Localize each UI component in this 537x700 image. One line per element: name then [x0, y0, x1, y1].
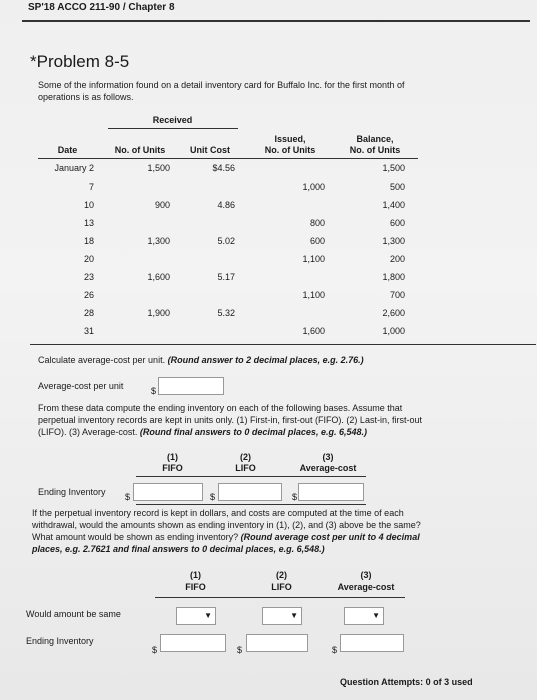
- avg-cost-label: Average-cost per unit: [38, 381, 124, 391]
- avg-cost-input[interactable]: [158, 377, 224, 395]
- lifo-same-select[interactable]: [262, 607, 302, 625]
- issued-header-2: No. of Units: [264, 145, 316, 155]
- avg-dollar-ending-input[interactable]: [340, 634, 404, 652]
- row-date: 20: [83, 254, 94, 264]
- lifo-header: LIFO: [235, 463, 256, 473]
- currency-symbol: $: [210, 492, 216, 502]
- q2-line-1: From these data compute the ending inventory on each of the following bases. Assume that: [38, 403, 403, 413]
- row-date: 10: [83, 200, 94, 210]
- q2-header-rule: [136, 476, 366, 477]
- row-cost: 5.32: [217, 308, 235, 318]
- row-balance: 500: [389, 182, 405, 192]
- row-cost: 5.17: [217, 272, 235, 282]
- units-header: No. of Units: [114, 145, 166, 155]
- problem-title: *Problem 8-5: [30, 52, 130, 71]
- avg-header: Average-cost: [337, 582, 395, 592]
- row-issued: 800: [309, 218, 325, 228]
- row-date: 28: [83, 308, 94, 318]
- row-balance: 700: [389, 290, 405, 300]
- row-units: 1,900: [147, 308, 170, 318]
- row-issued: 1,000: [302, 182, 325, 192]
- row-issued: 1,600: [302, 326, 325, 336]
- row-cost: 4.86: [217, 200, 235, 210]
- row-date: 13: [83, 218, 94, 228]
- intro-line-1: Some of the information found on a detail inventory card for Buffalo Inc. for the first month of: [38, 80, 405, 90]
- row-balance: 1,000: [382, 326, 405, 336]
- lifo-dollar-ending-input[interactable]: [246, 634, 308, 652]
- row-balance: 1,500: [382, 163, 405, 173]
- avg-ending-inventory-input[interactable]: [298, 483, 364, 501]
- row-date: 18: [83, 236, 94, 246]
- q3-header-rule: [155, 597, 405, 598]
- q3-line-2: withdrawal, would the amounts shown as ending inventory in (1), (2), and (3) above be the same?: [32, 520, 421, 530]
- q3-line-4: places, e.g. 2.7621 and final answers to 0 decimal places, e.g. 6,548.): [32, 544, 325, 554]
- intro-line-2: operations is as follows.: [38, 92, 134, 102]
- received-group-header: Received: [152, 115, 193, 125]
- fifo-header: FIFO: [162, 463, 183, 473]
- avg-num: (3): [322, 452, 334, 462]
- issued-header-1: Issued,: [274, 134, 306, 144]
- row-issued: 1,100: [302, 290, 325, 300]
- row-balance: 1,400: [382, 200, 405, 210]
- q2-line-2: perpetual inventory records are kept in units only. (1) First-in, first-out (FIFO). (2) Last-in, first-out: [38, 415, 422, 425]
- q3-line-3: What amount would be shown as ending inventory? (Round average cost per unit to 4 decimal: [32, 532, 420, 542]
- currency-symbol: $: [151, 386, 157, 396]
- balance-header-1: Balance,: [356, 134, 394, 144]
- chevron-down-icon: ▼: [372, 611, 380, 620]
- currency-symbol: $: [332, 645, 338, 655]
- row-units: 1,600: [147, 272, 170, 282]
- lifo-header: LIFO: [271, 582, 292, 592]
- fifo-header: FIFO: [185, 582, 206, 592]
- header-divider: [22, 20, 530, 22]
- fifo-num: (1): [190, 570, 201, 580]
- row-units: 1,500: [147, 163, 170, 173]
- lifo-num: (2): [276, 570, 287, 580]
- row-balance: 600: [389, 218, 405, 228]
- q3-line-1: If the perpetual inventory record is kept in dollars, and costs are computed at the time of each: [32, 508, 404, 518]
- row-date: 7: [88, 182, 94, 192]
- fifo-ending-inventory-input[interactable]: [133, 483, 203, 501]
- chevron-down-icon: ▼: [290, 611, 298, 620]
- currency-symbol: $: [237, 645, 243, 655]
- lifo-ending-inventory-input[interactable]: [218, 483, 282, 501]
- chevron-down-icon: ▼: [204, 611, 212, 620]
- row-units: 900: [154, 200, 170, 210]
- fifo-num: (1): [167, 452, 178, 462]
- would-same-label: Would amount be same: [26, 609, 121, 619]
- row-issued: 1,100: [302, 254, 325, 264]
- currency-symbol: $: [292, 492, 298, 502]
- ending-inventory-label: Ending Inventory: [38, 487, 106, 497]
- lifo-num: (2): [240, 452, 251, 462]
- fifo-dollar-ending-input[interactable]: [160, 634, 226, 652]
- received-underline: [108, 128, 238, 129]
- row-units: 1,300: [147, 236, 170, 246]
- row-balance: 1,800: [382, 272, 405, 282]
- row-date: 31: [83, 326, 94, 336]
- row-date: 26: [83, 290, 94, 300]
- avg-same-select[interactable]: [344, 607, 384, 625]
- ending-inventory-label-2: Ending Inventory: [26, 636, 94, 646]
- balance-header-2: No. of Units: [349, 145, 401, 155]
- row-balance: 2,600: [382, 308, 405, 318]
- currency-symbol: $: [152, 645, 158, 655]
- avg-header: Average-cost: [299, 463, 357, 473]
- row-date: January 2: [54, 163, 94, 173]
- question-attempts: Question Attempts: 0 of 3 used: [340, 677, 473, 687]
- currency-symbol: $: [125, 492, 131, 502]
- q2-row-rule: [136, 504, 366, 505]
- q1-prompt: Calculate average-cost per unit. (Round answer to 2 decimal places, e.g. 2.76.): [38, 355, 364, 365]
- unit-cost-header: Unit Cost: [190, 145, 230, 155]
- row-issued: 600: [309, 236, 325, 246]
- avg-num: (3): [360, 570, 372, 580]
- table-header-rule: [38, 158, 418, 159]
- row-balance: 200: [389, 254, 405, 264]
- q2-line-3: (LIFO). (3) Average-cost. (Round final answers to 0 decimal places, e.g. 6,548.): [38, 427, 367, 437]
- section-divider: [30, 344, 536, 345]
- course-header: SP'18 ACCO 211-90 / Chapter 8: [28, 2, 175, 13]
- row-cost: 5.02: [217, 236, 235, 246]
- row-date: 23: [83, 272, 94, 282]
- row-balance: 1,300: [382, 236, 405, 246]
- date-header: Date: [57, 145, 78, 155]
- fifo-same-select[interactable]: [176, 607, 216, 625]
- row-cost: $4.56: [212, 163, 235, 173]
